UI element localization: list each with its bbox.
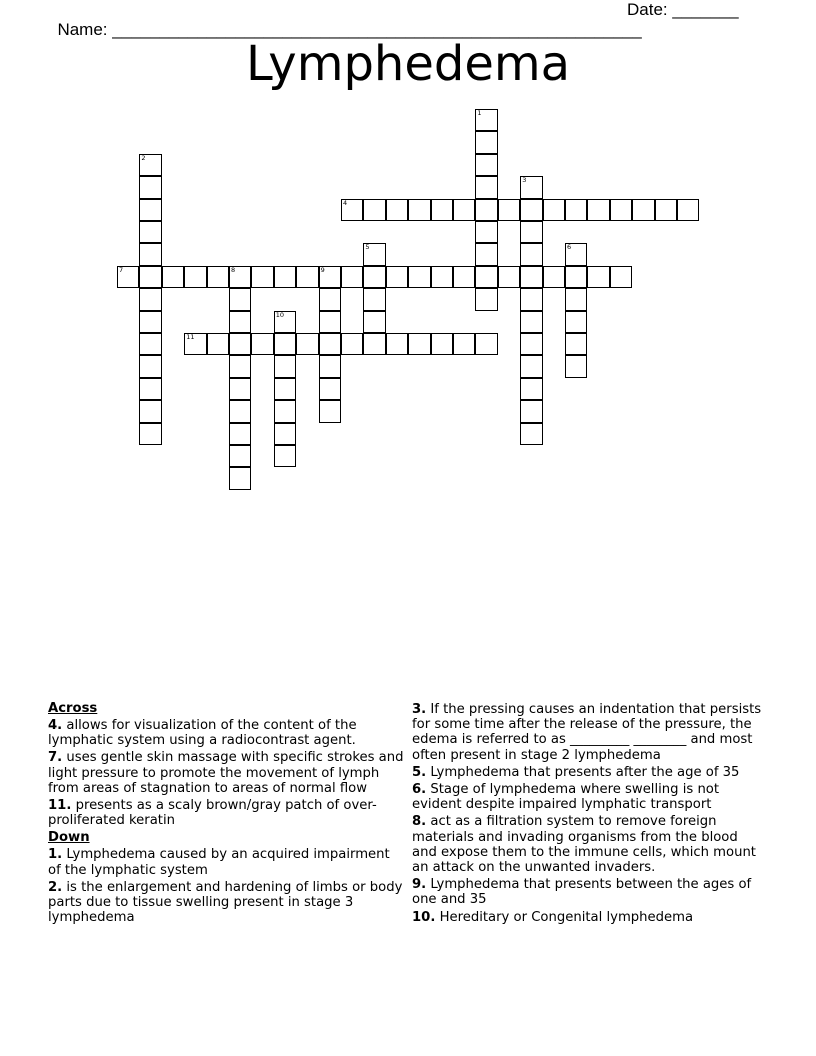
crossword-cell[interactable] [520,199,542,221]
crossword-cell[interactable] [229,266,251,288]
crossword-cell[interactable] [543,199,565,221]
clue-number: 6 [567,243,572,252]
crossword-cell[interactable] [319,333,341,355]
crossword-cell[interactable] [341,199,363,221]
down-heading: Down [48,830,90,846]
clue-text: uses gentle skin massage with specific strokes and light pressure to promote the movement of lymph from areas of stagnation to areas of normal flow [48,750,404,796]
page-title: Lymphedema [245,36,571,92]
crossword-cell[interactable] [207,266,229,288]
crossword-cell[interactable] [386,266,408,288]
crossword-cell[interactable] [274,355,296,377]
clue-number-label: 3. [412,702,427,717]
date-field-label[interactable]: Date: _______ [627,0,739,19]
clue-item [412,702,762,763]
clue-number-label: 7. [48,750,63,766]
across-clue-list [48,718,404,828]
crossword-cell[interactable] [475,154,497,176]
crossword-cell[interactable] [565,243,587,265]
crossword-cell[interactable] [319,400,341,422]
crossword-cell[interactable] [139,311,161,333]
clue-number: 1 [477,109,482,117]
crossword-cell[interactable] [453,266,475,288]
crossword-cell[interactable] [520,288,542,310]
clue-item [48,718,404,748]
clue-number-label: 10. [412,909,436,925]
crossword-cell[interactable] [520,266,542,288]
clue-text: is the enlargement and hardening of limbs or body parts due to tissue swelling present in stage 3 lymphedema [48,879,403,926]
clue-item [412,910,762,925]
clues-left-column [48,701,404,927]
crossword-cell[interactable] [655,199,677,221]
crossword-cell[interactable] [207,333,229,355]
crossword-cell[interactable] [475,221,497,243]
clue-text: act as a filtration system to remove foreign materials and invading organisms from the blood and expose them to the immune cells, which mount an attack on the unwanted invaders. [412,814,756,876]
crossword-cell[interactable] [610,199,632,221]
crossword-cell[interactable] [632,199,654,221]
crossword-cell[interactable] [296,333,318,355]
crossword-cell[interactable] [386,199,408,221]
crossword-cell[interactable] [319,378,341,400]
clue-text: Lymphedema that presents after the age of 35 [426,764,740,780]
crossword-cell[interactable] [520,400,542,422]
crossword-cell[interactable] [520,311,542,333]
crossword-cell[interactable] [565,333,587,355]
crossword-cell[interactable] [363,333,385,355]
clue-item [412,814,762,875]
clue-item [412,765,762,780]
crossword-cell[interactable] [117,266,139,288]
crossword-cell[interactable] [520,378,542,400]
crossword-cell[interactable] [319,266,341,288]
crossword-cell[interactable] [475,243,497,265]
crossword-cell[interactable] [520,243,542,265]
clue-number: 10 [275,310,285,319]
crossword-cell[interactable] [341,333,363,355]
crossword-cell[interactable] [587,199,609,221]
crossword-cell[interactable] [498,199,520,221]
down-clue-list [48,847,404,925]
clue-number: 5 [365,243,370,252]
crossword-cell[interactable] [341,266,363,288]
crossword-cell[interactable] [251,266,273,288]
crossword-cell[interactable] [229,288,251,310]
crossword-cell[interactable] [274,311,296,333]
crossword-cell[interactable] [363,243,385,265]
clue-number-label: 6. [412,782,427,798]
crossword-cell[interactable] [229,378,251,400]
crossword-cell[interactable] [229,445,251,467]
clue-text: presents as a scaly brown/gray patch of over-proliferated keratin [48,798,377,829]
crossword-cell[interactable] [319,355,341,377]
crossword-cell[interactable] [229,423,251,445]
crossword-cell[interactable] [274,333,296,355]
crossword-cell[interactable] [677,199,699,221]
crossword-cell[interactable] [520,333,542,355]
crossword-cell[interactable] [139,266,161,288]
crossword-cell[interactable] [431,199,453,221]
crossword-cell[interactable] [565,311,587,333]
crossword-cell[interactable] [139,400,161,422]
crossword-cell[interactable] [565,288,587,310]
crossword-cell[interactable] [274,400,296,422]
crossword-cell[interactable] [475,109,497,131]
clue-number: 11 [186,333,195,341]
crossword-cell[interactable] [453,199,475,221]
crossword-grid [0,0,816,520]
clue-number-label: 2. [48,879,63,895]
crossword-cell[interactable] [274,423,296,445]
crossword-cell[interactable] [475,288,497,310]
crossword-cell[interactable] [543,266,565,288]
crossword-cell[interactable] [319,311,341,333]
crossword-cell[interactable] [229,311,251,333]
crossword-cell[interactable] [475,199,497,221]
clue-text: Hereditary or Congenital lymphedema [435,909,694,925]
crossword-cell[interactable] [520,221,542,243]
crossword-cell[interactable] [565,355,587,377]
crossword-cell[interactable] [319,288,341,310]
clue-number-label: 5. [412,764,427,780]
crossword-cell[interactable] [475,266,497,288]
clue-number: 8 [231,265,236,274]
clue-item [48,798,404,828]
crossword-cell[interactable] [610,266,632,288]
crossword-cell[interactable] [139,333,161,355]
clue-item [48,847,404,877]
down-clue-list-continued [412,702,762,925]
clue-text: Lymphedema caused by an acquired impairment of the lymphatic system [48,847,390,878]
clue-number: 9 [320,265,325,274]
crossword-cell[interactable] [274,445,296,467]
name-field-label[interactable]: Name: ________________________________________________________ [57,20,642,39]
crossword-cell[interactable] [229,333,251,355]
crossword-cell[interactable] [229,467,251,489]
clues-right-column [412,701,762,927]
crossword-cell[interactable] [139,243,161,265]
clue-number-label: 1. [48,847,63,863]
clue-text: Stage of lymphedema where swelling is not evident despite impaired lymphatic transport [412,782,720,813]
crossword-cell[interactable] [475,333,497,355]
crossword-cell[interactable] [296,266,318,288]
clue-text: Lymphedema that presents between the ages of one and 35 [412,877,752,908]
across-heading: Across [48,701,98,716]
crossword-cell[interactable] [274,378,296,400]
crossword-cell[interactable] [184,266,206,288]
clue-number: 2 [141,153,146,162]
crossword-cell[interactable] [139,199,161,221]
crossword-cell[interactable] [408,333,430,355]
crossword-cell[interactable] [386,333,408,355]
crossword-cell[interactable] [139,423,161,445]
crossword-cell[interactable] [363,311,385,333]
crossword-cell[interactable] [520,355,542,377]
clue-number-label: 4. [48,718,63,733]
crossword-cell[interactable] [139,288,161,310]
crossword-cell[interactable] [184,333,206,355]
crossword-cell[interactable] [408,266,430,288]
crossword-cell[interactable] [408,199,430,221]
crossword-cell[interactable] [520,423,542,445]
crossword-cell[interactable] [229,400,251,422]
crossword-cell[interactable] [139,378,161,400]
clue-text: If the pressing causes an indentation that persists for some time after the release of the pressure, the edema is referred to as _________ ________ and most often present in stage 2 lymphedema [412,702,762,763]
clue-item [412,782,762,812]
crossword-cell[interactable] [139,154,161,176]
crossword-cell[interactable] [363,199,385,221]
clue-item [412,877,762,907]
crossword-cell[interactable] [520,176,542,198]
crossword-cell[interactable] [363,266,385,288]
crossword-cell[interactable] [475,131,497,153]
crossword-cell[interactable] [453,333,475,355]
clue-number-label: 8. [412,814,427,830]
clue-item [48,880,404,926]
crossword-cell[interactable] [229,355,251,377]
clue-number: 3 [522,176,527,185]
crossword-cell[interactable] [565,266,587,288]
crossword-cell[interactable] [139,221,161,243]
crossword-cell[interactable] [498,266,520,288]
clue-text: allows for visualization of the content of the lymphatic system using a radiocontrast agent. [48,718,357,749]
crossword-cell[interactable] [139,176,161,198]
clue-number: 4 [343,198,348,207]
crossword-cell[interactable] [139,355,161,377]
crossword-cell[interactable] [587,266,609,288]
crossword-cell[interactable] [565,199,587,221]
crossword-cell[interactable] [363,288,385,310]
clue-number-label: 11. [48,798,72,814]
crossword-cell[interactable] [431,333,453,355]
crossword-cell[interactable] [162,266,184,288]
crossword-cell[interactable] [431,266,453,288]
crossword-cell[interactable] [251,333,273,355]
crossword-cell[interactable] [274,266,296,288]
clue-item [48,750,404,796]
crossword-cell[interactable] [475,176,497,198]
clue-number-label: 9. [412,877,427,893]
clue-number: 7 [119,265,124,274]
